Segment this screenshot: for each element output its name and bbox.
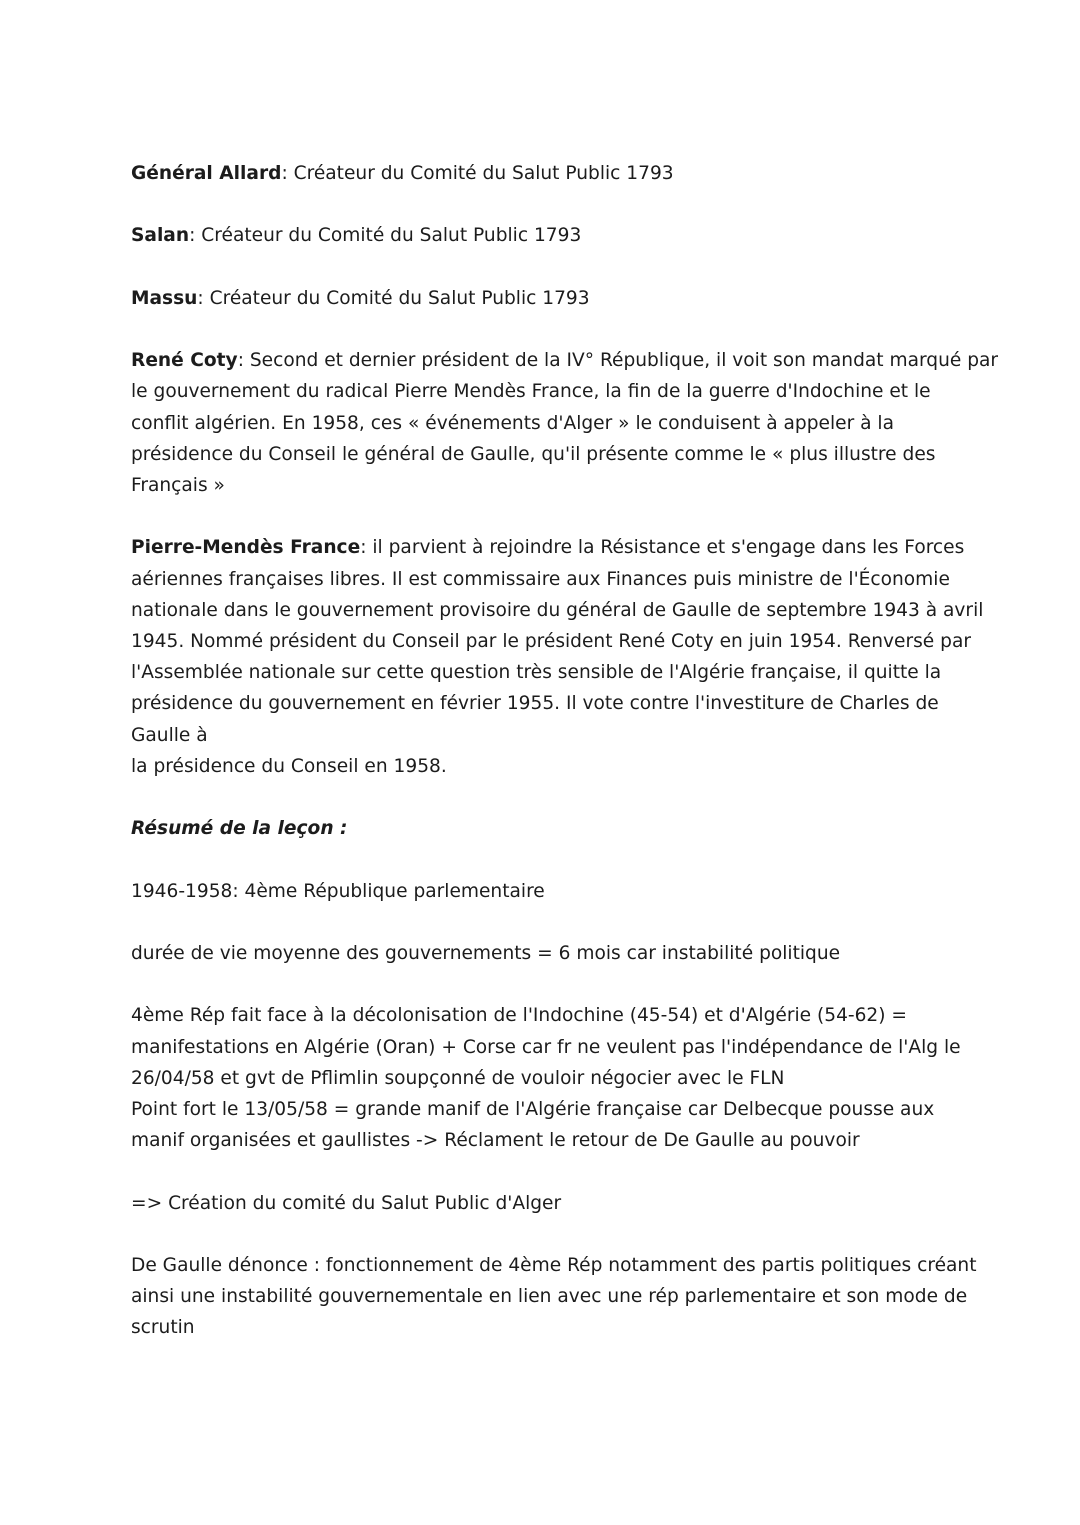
term-massu: Massu bbox=[131, 287, 198, 309]
decolonisation-line-5: manif organisées et gaullistes -> Réclament le retour de De Gaulle au pouvoir bbox=[131, 1130, 860, 1152]
definition-mendes bbox=[131, 532, 984, 782]
mendes-line-2: aériennes françaises libres. Il est commissaire aux Finances puis ministre de l'Économie bbox=[131, 568, 950, 590]
term-salan: Salan bbox=[131, 225, 190, 247]
document-page bbox=[131, 158, 999, 1375]
term-allard: Général Allard bbox=[131, 163, 282, 184]
mendes-line-1: : il parvient à rejoindre la Résistance et s'engage dans les Forces bbox=[360, 537, 965, 559]
mendes-line-6: présidence du gouvernement en février 1955. Il vote contre l'investiture de Charles de bbox=[131, 693, 939, 715]
mendes-line-5: l'Assemblée nationale sur cette question très sensible de l'Algérie française, il quitte la bbox=[131, 662, 942, 684]
degaulle-line-1: De Gaulle dénonce : fonctionnement de 4ème Rép notamment des partis politiques créant bbox=[131, 1254, 977, 1276]
definition-salan bbox=[131, 220, 961, 251]
summary-degaulle bbox=[131, 1250, 977, 1344]
summary-duration-text: durée de vie moyenne des gouvernements = 6 mois car instabilité politique bbox=[131, 942, 841, 964]
summary-heading: Résumé de la leçon : bbox=[131, 818, 348, 840]
definition-coty bbox=[131, 345, 999, 501]
definition-massu bbox=[131, 283, 961, 314]
definition-allard bbox=[131, 158, 961, 189]
decolonisation-line-1: 4ème Rép fait face à la décolonisation de l'Indochine (45-54) et d'Algérie (54-62) = bbox=[131, 1005, 908, 1027]
summary-heading-para bbox=[131, 813, 961, 844]
summary-period-text: 1946-1958: 4ème République parlementaire bbox=[131, 880, 545, 902]
decolonisation-line-3: 26/04/58 et gvt de Pflimlin soupçonné de vouloir négocier avec le FLN bbox=[131, 1067, 785, 1089]
degaulle-line-2: ainsi une instabilité gouvernementale en lien avec une rép parlementaire et son mode de bbox=[131, 1286, 968, 1308]
coty-line-3: conflit algérien. En 1958, ces « événements d'Alger » le conduisent à appeler à la bbox=[131, 412, 894, 434]
degaulle-line-3: scrutin bbox=[131, 1317, 195, 1339]
decolonisation-line-2: manifestations en Algérie (Oran) + Corse car fr ne veulent pas l'indépendance de l'Alg le bbox=[131, 1036, 961, 1058]
definition-allard-text: : Créateur du Comité du Salut Public 1793 bbox=[281, 163, 674, 184]
summary-period bbox=[131, 876, 961, 907]
mendes-line-8: la présidence du Conseil en 1958. bbox=[131, 755, 447, 777]
mendes-line-7: Gaulle à bbox=[131, 724, 208, 746]
coty-line-5: Français » bbox=[131, 474, 225, 496]
coty-line-2: le gouvernement du radical Pierre Mendès France, la fin de la guerre d'Indochine et le bbox=[131, 381, 931, 403]
decolonisation-line-4: Point fort le 13/05/58 = grande manif de l'Algérie française car Delbecque pousse aux bbox=[131, 1098, 935, 1120]
mendes-line-4: 1945. Nommé président du Conseil par le président René Coty en juin 1954. Renversé par bbox=[131, 630, 971, 652]
term-mendes: Pierre-Mendès France bbox=[131, 537, 361, 559]
mendes-line-3: nationale dans le gouvernement provisoire du général de Gaulle de septembre 1943 à avril bbox=[131, 599, 984, 621]
coty-line-4: présidence du Conseil le général de Gaulle, qu'il présente comme le « plus illustre des bbox=[131, 443, 936, 465]
summary-creation bbox=[131, 1188, 961, 1219]
definition-massu-text: : Créateur du Comité du Salut Public 1793 bbox=[197, 287, 590, 309]
definition-salan-text: : Créateur du Comité du Salut Public 1793 bbox=[189, 225, 582, 247]
term-coty: René Coty bbox=[131, 350, 238, 372]
summary-creation-text: => Création du comité du Salut Public d'Alger bbox=[131, 1192, 562, 1214]
coty-line-1: : Second et dernier président de la IV° République, il voit son mandat marqué par bbox=[237, 350, 999, 372]
summary-duration bbox=[131, 938, 961, 969]
summary-decolonisation bbox=[131, 1000, 961, 1156]
